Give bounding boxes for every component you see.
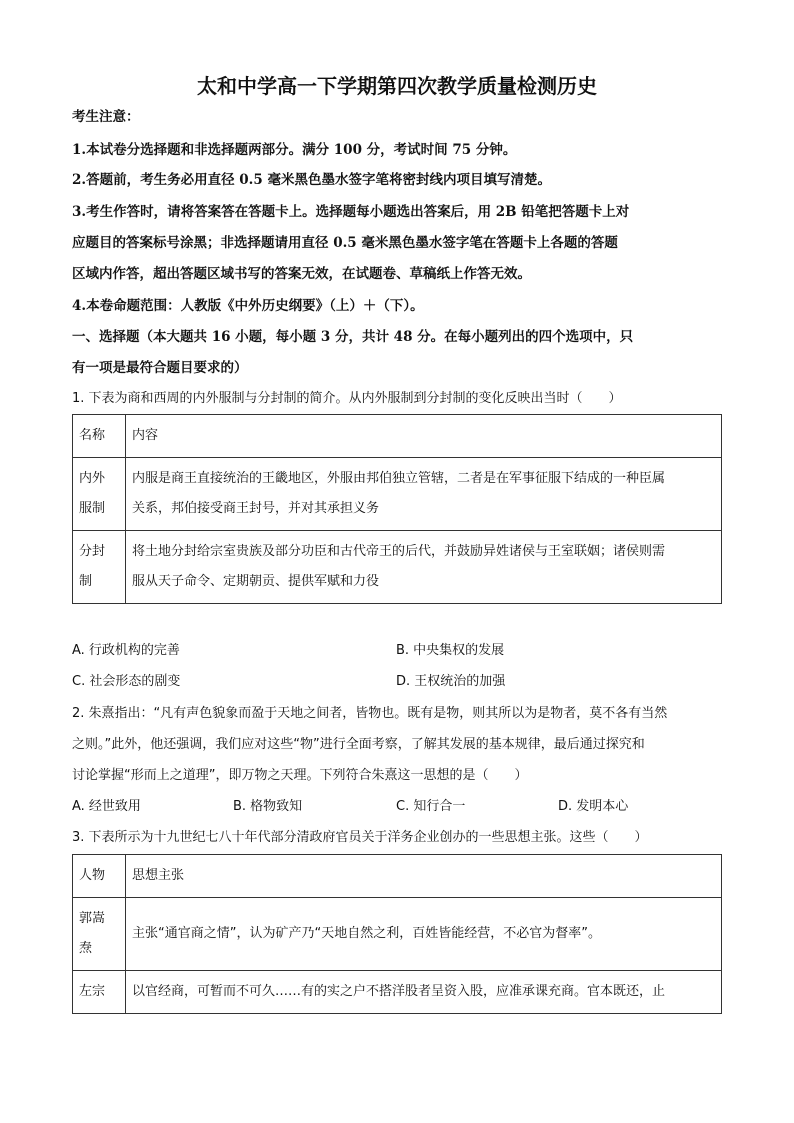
cell-line: 主张“通官商之情”，认为矿产乃“天地自然之利，百姓皆能经营，不必官为督率”。	[132, 926, 601, 941]
table-cell-content	[126, 898, 722, 971]
table-cell-content	[126, 458, 722, 531]
section-heading-cont: 有一项是最符合题目要求的）	[72, 360, 248, 376]
cell-line: 左宗	[79, 984, 106, 999]
notice-item: 4.本卷命题范围：人教版《中外历史纲要》（上）＋（下）。	[72, 298, 424, 314]
table-header-row	[73, 415, 722, 458]
option-d[interactable]: D. 王权统治的加强	[396, 674, 506, 689]
table-cell-content	[126, 971, 722, 1014]
table-header-row	[73, 855, 722, 898]
cell-line: 郭嵩	[79, 911, 106, 926]
question-2-stem: 讨论掌握“形而上之道理”，即万物之天理。下列符合朱熹这一思想的是（ ）	[72, 768, 528, 783]
table-header-cell: 名称	[73, 415, 126, 458]
cell-line: 分封	[79, 544, 106, 559]
cell-line: 服从天子命令、定期朝贡、提供军赋和力役	[132, 574, 380, 589]
table-row	[73, 971, 722, 1014]
question-2-stem: 之则。”此外，他还强调，我们应对这些“物”进行全面考察，了解其发展的基本规律，最后通过探究和	[72, 737, 645, 752]
table-cell-name	[73, 898, 126, 971]
option-b[interactable]: B. 中央集权的发展	[396, 643, 505, 658]
cell-line: 制	[79, 574, 93, 589]
exam-title: 太和中学高一下学期第四次教学质量检测历史	[197, 74, 597, 98]
cell-line: 关系，邦伯接受商王封号，并对其承担义务	[132, 501, 380, 516]
table-row	[73, 898, 722, 971]
option-b[interactable]: B. 格物致知	[233, 799, 303, 814]
notice-item: 1.本试卷分选择题和非选择题两部分。满分 100 分，考试时间 75 分钟。	[72, 142, 517, 158]
option-a[interactable]: A. 经世致用	[72, 799, 141, 814]
notice-item: 区域内作答，超出答题区域书写的答案无效，在试题卷、草稿纸上作答无效。	[72, 266, 531, 282]
option-d[interactable]: D. 发明本心	[558, 799, 629, 814]
cell-line: 焘	[79, 941, 93, 956]
table-header-cell: 内容	[126, 415, 722, 458]
question-3-table	[72, 854, 722, 1014]
cell-line: 内外	[79, 471, 106, 486]
notice-item: 2.答题前，考生务必用直径 0.5 毫米黑色墨水签字笔将密封线内项目填写清楚。	[72, 172, 551, 188]
cell-line: 将土地分封给宗室贵族及部分功臣和古代帝王的后代，并鼓励异姓诸侯与王室联姻；诸侯则需	[132, 544, 666, 559]
notice-item: 3.考生作答时，请将答案答在答题卡上。选择题每小题选出答案后，用 2B 铅笔把答题卡上对	[72, 204, 630, 220]
question-1-stem: 1. 下表为商和西周的内外服制与分封制的简介。从内外服制到分封制的变化反映出当时（ ）	[72, 391, 622, 406]
table-row	[73, 458, 722, 531]
table-cell-name	[73, 971, 126, 1014]
table-cell-name	[73, 531, 126, 604]
table-header-cell: 人物	[73, 855, 126, 898]
section-heading: 一、选择题（本大题共 16 小题，每小题 3 分，共计 48 分。在每小题列出的四个选项中，只	[72, 329, 634, 345]
option-c[interactable]: C. 社会形态的剧变	[72, 674, 181, 689]
table-cell-content	[126, 531, 722, 604]
table-cell-name	[73, 458, 126, 531]
option-c[interactable]: C. 知行合一	[396, 799, 466, 814]
cell-line: 以官经商，可暂而不可久……有的实之户不搭洋股者呈资入股，应准承课充商。官本既还，止	[132, 984, 666, 999]
cell-line: 服制	[79, 501, 106, 516]
question-3-stem: 3. 下表所示为十九世纪七八十年代部分清政府官员关于洋务企业创办的一些思想主张。这些（ ）	[72, 830, 648, 845]
table-header-cell: 思想主张	[126, 855, 722, 898]
notice-item: 应题目的答案标号涂黑；非选择题请用直径 0.5 毫米黑色墨水签字笔在答题卡上各题的答题	[72, 235, 618, 251]
notice-heading: 考生注意：	[72, 109, 140, 125]
table-row	[73, 531, 722, 604]
option-a[interactable]: A. 行政机构的完善	[72, 643, 180, 658]
question-2-stem: 2. 朱熹指出：“凡有声色貌象而盈于天地之间者，皆物也。既有是物，则其所以为是物者，莫不各有当然	[72, 706, 668, 721]
cell-line: 内服是商王直接统治的王畿地区，外服由邦伯独立管辖，二者是在军事征服下结成的一种臣属	[132, 471, 666, 486]
question-1-table	[72, 414, 722, 604]
